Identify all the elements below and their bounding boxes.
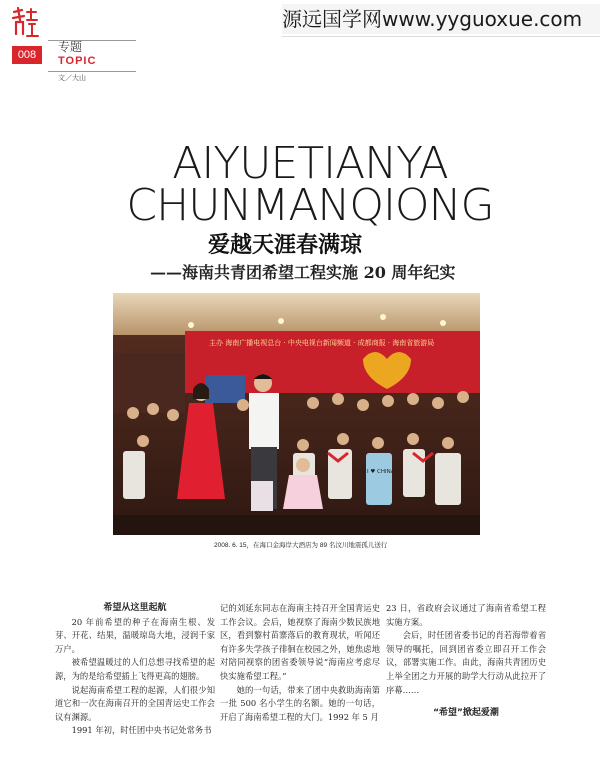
title-pinyin-line2: CHUNMANQIONG (126, 180, 494, 231)
subheading-2: “希望”掀起爱潮 (433, 708, 499, 719)
header-divider (282, 36, 600, 37)
photo-banner-text: 主办 海南广播电视总台 · 中央电视台新闻频道 · 成都商报 · 海南省旅游局 (209, 339, 435, 347)
paragraph-continued: 记的刘延东同志在海南主持召开全国青运史工作会议。会后，她视察了海南少数民族地区，看到黎村苗寨落后的教育现状，听闻还有许多失学孩子徘徊在校园之外，她焦虑地对陪同视察的团省委领导说“海南应考虑尽快实施希望工程。” (220, 603, 380, 681)
event-photo (113, 293, 480, 535)
paragraph-continued: 23 日，省政府会议通过了海南省希望工程实施方案。 (386, 603, 546, 627)
section-title-cn: 专题 (58, 40, 83, 54)
shirt-text: I ♥ CHINA (367, 469, 395, 475)
paragraph: 被希望温暖过的人们总想寻找希望的起源，为的是给希望插上飞得更高的翅膀。 (55, 657, 215, 681)
title-pinyin-line1: AIYUETIANYA (172, 138, 448, 189)
article-column-2 (220, 602, 380, 724)
photo-caption: 2008. 6. 15，在海口金海岸大酒店为 89 名汶川地震孤儿送行 (214, 542, 388, 549)
section-title-en: TOPIC (58, 55, 97, 67)
subheading-1: 希望从这里起航 (103, 603, 167, 613)
title-chinese: 爱越天涯春满琼 (208, 233, 363, 258)
paragraph: 会后，时任团省委书记的肖若海带着省领导的嘱托，回到团省委立即召开工作会议，部署实施工作。由此，海南共青团历史上举全团之力开展的助学大行动从此拉开了序幕…… (386, 630, 546, 695)
subtitle-chinese: ——海南共青团希望工程实施 20 周年纪实 (150, 263, 456, 282)
author-byline: 文／大山 (58, 75, 86, 82)
article-column-3 (386, 602, 546, 721)
paragraph: 20 年前希望的种子在海南生根、发芽、开花、结果，温暖琼岛大地，浸润千家万户。 (55, 616, 215, 654)
magazine-logo (10, 6, 40, 40)
paragraph: 1991 年初，时任团中央书记处常务书 (71, 725, 212, 736)
site-watermark-banner: 源远国学网www.yyguoxue.com (282, 4, 600, 34)
page-number: 008 (12, 46, 42, 64)
section-rule-bottom (48, 71, 136, 72)
logo-calligraphy-icon (10, 6, 40, 40)
paragraph: 她的一句话，带来了团中央救助海南第一批 500 名小学生的名额。她的一句话，开启了海南希望工程的大门。1992 年 5 月 (220, 684, 380, 722)
article-column-1 (55, 602, 215, 738)
paragraph: 说起海南希望工程的起源，人们很少知道它和一次在海南召开的全国青运史工作会议有渊源。 (55, 684, 215, 722)
event-photo-illustration (113, 293, 480, 535)
